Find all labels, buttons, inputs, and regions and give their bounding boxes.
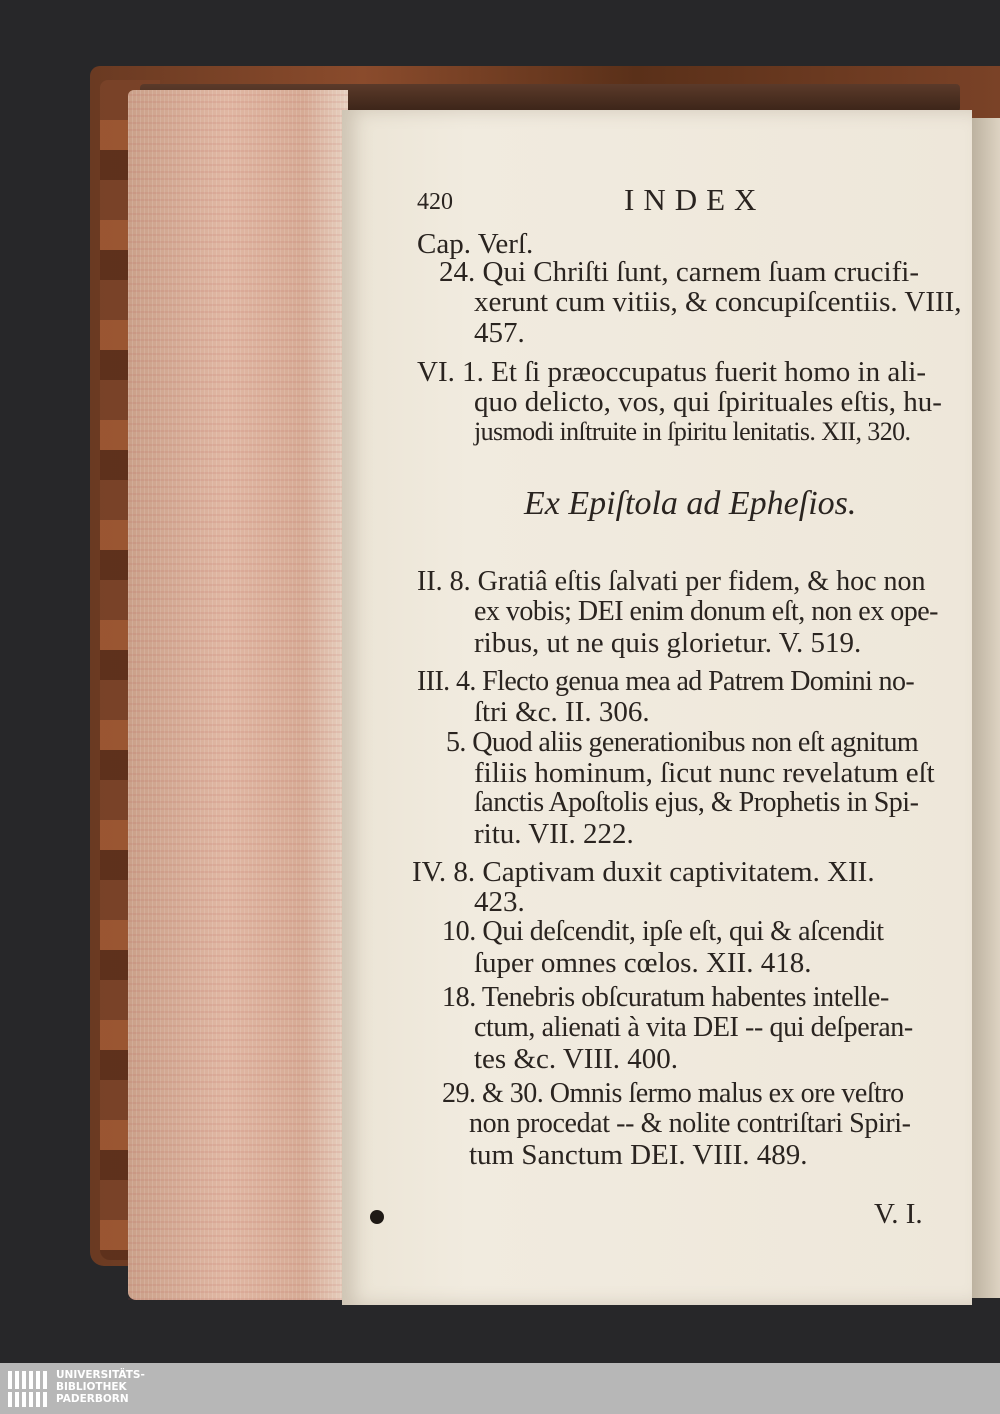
page-block-edge <box>128 90 348 1300</box>
index-line: 24. Qui Chriſti ſunt, carnem ſuam crucifi- <box>439 256 919 288</box>
section-title: Ex Epiſtola ad Epheſios. <box>524 485 857 522</box>
ink-spot <box>370 1210 384 1224</box>
index-line: III. 4. Flecto genua mea ad Patrem Domini no- <box>417 666 915 697</box>
index-line: ſanctis Apoſtolis ejus, & Prophetis in Spi- <box>474 787 919 818</box>
index-line: ctum, alienati à vita DEI -- qui deſperan- <box>474 1012 913 1043</box>
library-name <box>56 1369 145 1405</box>
index-line: xerunt cum vitiis, & concupiſcentiis. VIII, <box>474 286 962 318</box>
facing-page-edge <box>968 118 1000 1298</box>
index-line: tes &c. VIII. 400. <box>474 1043 679 1075</box>
catchword: V. I. <box>874 1198 923 1230</box>
index-line: ſuper omnes cœlos. XII. 418. <box>474 947 812 979</box>
page-number: 420 <box>417 189 453 215</box>
index-line: 10. Qui deſcendit, ipſe eſt, qui & aſcendit <box>442 916 884 947</box>
index-line: 29. & 30. Omnis ſermo malus ex ore veſtro <box>442 1078 904 1109</box>
book-page <box>342 110 972 1305</box>
index-line: ſtri &c. II. 306. <box>474 696 650 728</box>
index-line: IV. 8. Captivam duxit captivitatem. XII. <box>412 856 875 888</box>
page-text <box>342 110 972 1305</box>
index-line: 18. Tenebris obſcuratum habentes intelle- <box>442 982 889 1013</box>
library-name-line2: BIBLIOTHEK <box>56 1381 127 1393</box>
index-line: tum Sanctum DEI. VIII. 489. <box>469 1139 808 1171</box>
column-heading: Cap. Verſ. <box>417 228 534 260</box>
library-logo-icon <box>6 1369 50 1409</box>
library-name-line1: UNIVERSITÄTS- <box>56 1369 145 1381</box>
index-line: 423. <box>474 886 525 918</box>
index-line: filiis hominum, ſicut nunc revelatum eſt <box>474 757 935 789</box>
index-line: ribus, ut ne quis glorietur. V. 519. <box>474 627 862 659</box>
index-line: ritu. VII. 222. <box>474 818 634 850</box>
library-footer-bar <box>0 1363 1000 1414</box>
index-line: 457. <box>474 317 525 349</box>
library-name-line3: PADERBORN <box>56 1393 129 1405</box>
index-line: II. 8. Gratiâ eſtis ſalvati per fidem, & hoc non <box>417 566 926 597</box>
index-line: VI. 1. Et ſi præoccupatus fuerit homo in ali- <box>417 356 927 388</box>
index-line: jusmodi inſtruite in ſpiritu lenitatis. XII, 320. <box>474 417 911 446</box>
index-line: 5. Quod aliis generationibus non eſt agnitum <box>446 727 919 758</box>
index-line: non procedat -- & nolite contriſtari Spiri- <box>469 1108 911 1139</box>
running-head: INDEX <box>624 182 766 217</box>
index-line: ex vobis; DEI enim donum eſt, non ex ope- <box>474 596 938 627</box>
index-line: quo delicto, vos, qui ſpirituales eſtis, hu- <box>474 386 942 418</box>
